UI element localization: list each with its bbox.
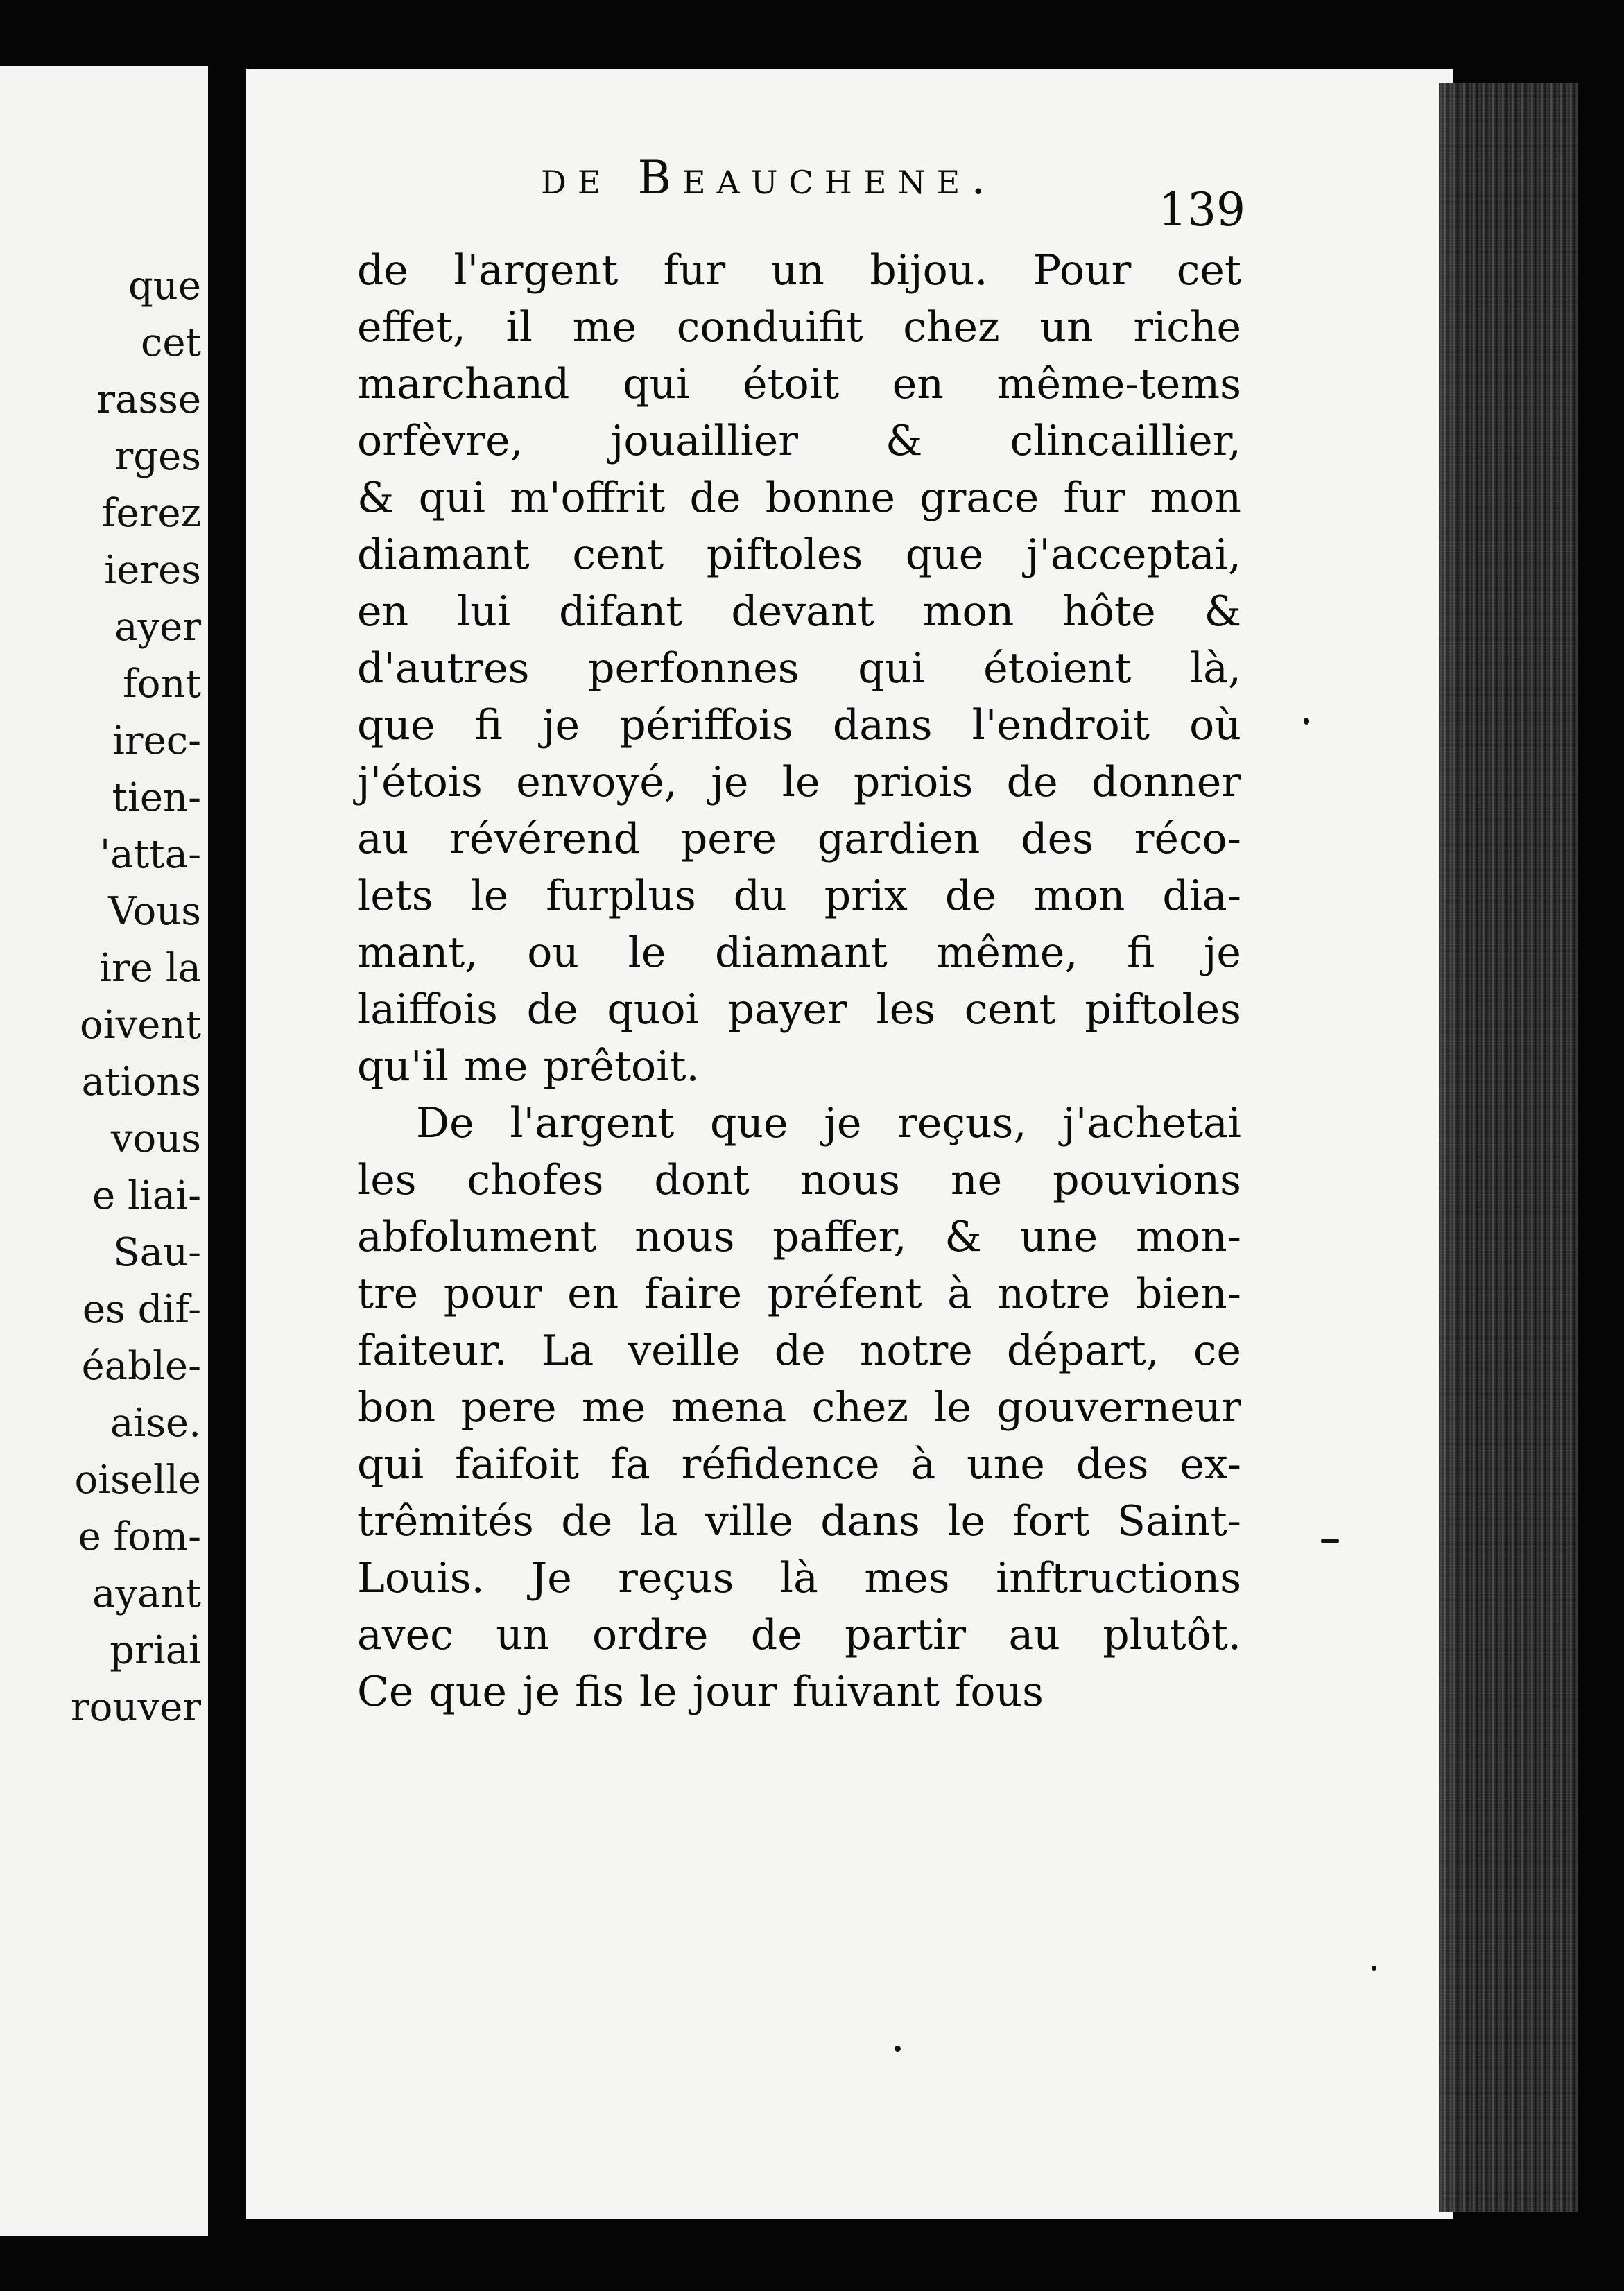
left-page-line: e fom- [78, 1514, 201, 1559]
text-line: abfolument nous paffer, & une mon- [357, 1213, 1241, 1261]
page-number: 139 [1158, 183, 1245, 236]
text-line: effet, il me conduifit chez un riche [357, 303, 1241, 352]
page-edge-stack [1439, 83, 1578, 2212]
left-page-line: ations [81, 1060, 201, 1105]
text-line: De l'argent que je reçus, j'achetai [416, 1099, 1241, 1148]
text-line: laiffois de quoi payer les cent piftoles [357, 985, 1241, 1034]
text-line: au révérend pere gardien des réco- [357, 815, 1241, 863]
left-page-line: ayer [114, 605, 201, 650]
body-text [357, 246, 1241, 1724]
left-page-line: aise. [110, 1401, 201, 1446]
text-line: bon pere me mena chez le gouverneur [357, 1383, 1241, 1432]
left-page-line: rges [114, 434, 201, 479]
left-page-line: font [122, 662, 201, 707]
left-page-line: irec- [112, 718, 201, 763]
text-line: que fi je périffois dans l'endroit où [357, 701, 1241, 750]
left-page-line: Sau- [113, 1230, 201, 1275]
text-line: qu'il me prêtoit. [357, 1042, 700, 1091]
left-page-line: tien- [112, 775, 201, 820]
left-page-line: oiselle [74, 1458, 201, 1503]
left-page-line: ire la [99, 946, 201, 991]
text-line: trêmités de la ville dans le fort Saint- [357, 1497, 1241, 1546]
text-line: de l'argent fur un bijou. Pour cet [357, 246, 1241, 295]
text-line: j'étois envoyé, je le priois de donner [357, 758, 1241, 806]
left-page-line: es dif- [82, 1287, 201, 1332]
text-line: orfèvre, jouaillier & clincaillier, [357, 417, 1241, 465]
ink-speck [895, 2046, 901, 2052]
left-page-line: éable- [81, 1344, 201, 1389]
text-line: les chofes dont nous ne pouvions [357, 1156, 1241, 1204]
previous-page-fragment [0, 66, 208, 2236]
text-line: & qui m'offrit de bonne grace fur mon [357, 474, 1241, 522]
left-page-line: Vous [108, 889, 201, 934]
left-page-line: 'atta- [99, 832, 201, 877]
left-page-line: vous [110, 1116, 201, 1161]
text-line: marchand qui étoit en même-tems [357, 360, 1241, 408]
left-page-line: ieres [104, 548, 201, 593]
text-line: Ce que je fis le jour fuivant fous [357, 1668, 1044, 1716]
ink-speck [1304, 718, 1309, 725]
text-line: qui faifoit fa réfidence à une des ex- [357, 1440, 1241, 1489]
left-page-line: ayant [92, 1571, 201, 1616]
text-line: en lui difant devant mon hôte & [357, 587, 1241, 636]
left-page-line: cet [140, 320, 201, 365]
running-head: de Beauchene. [541, 151, 997, 205]
ink-speck [1372, 1966, 1376, 1971]
text-line: faiteur. La veille de notre départ, ce [357, 1326, 1241, 1375]
left-page-line: rasse [96, 377, 201, 422]
ink-speck [1321, 1539, 1339, 1543]
text-line: diamant cent piftoles que j'acceptai, [357, 530, 1241, 579]
left-page-line: ferez [101, 491, 201, 536]
left-page-line: rouver [70, 1685, 201, 1730]
left-page-line: e liai- [92, 1173, 201, 1218]
left-page-line: que [128, 263, 201, 309]
text-line: lets le furplus du prix de mon dia- [357, 872, 1241, 920]
left-page-line: priai [110, 1628, 201, 1673]
text-line: d'autres perfonnes qui étoient là, [357, 644, 1241, 693]
text-line: avec un ordre de partir au plutôt. [357, 1611, 1241, 1659]
text-line: Louis. Je reçus là mes inftructions [357, 1554, 1241, 1602]
text-line: tre pour en faire préfent à notre bien- [357, 1270, 1241, 1318]
text-line: mant, ou le diamant même, fi je [357, 928, 1241, 977]
left-page-line: oivent [80, 1003, 201, 1048]
